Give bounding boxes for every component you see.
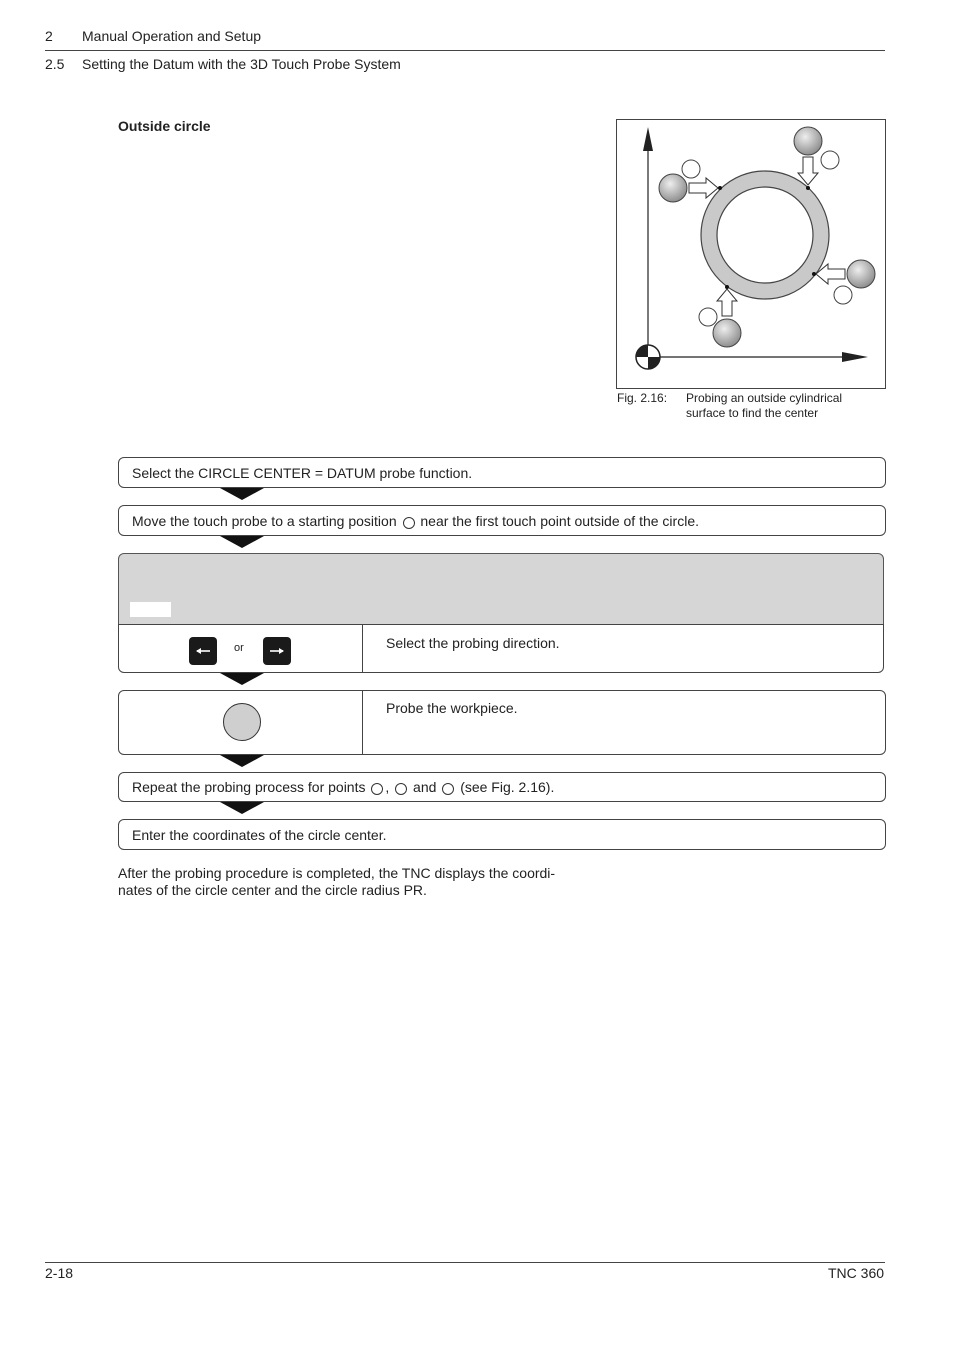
figure-label: Fig. 2.16: <box>617 391 668 405</box>
result-paragraph <box>118 865 555 899</box>
point-1-icon <box>403 517 415 529</box>
arrow-right-key-icon[interactable] <box>263 637 291 665</box>
point-4-icon <box>442 783 454 795</box>
arrow-left-key-icon[interactable] <box>189 637 217 665</box>
step-move-probe-text-after: near the first touch point outside of the circle. <box>420 513 699 529</box>
header-divider <box>45 50 885 51</box>
figure-caption-line1: Probing an outside cylindrical <box>686 391 843 405</box>
screen-softkey-field <box>130 602 171 617</box>
point-2-icon <box>371 783 383 795</box>
figure-caption-line2: surface to find the center <box>686 406 819 420</box>
repeat-and: and <box>413 779 437 795</box>
section-title: Setting the Datum with the 3D Touch Probe System <box>82 56 401 72</box>
chapter-title: Manual Operation and Setup <box>82 28 262 44</box>
step-move-probe-text <box>132 513 699 529</box>
step-repeat-probing-text <box>132 779 554 795</box>
screen-display-area <box>118 553 884 626</box>
probing-figure <box>616 119 886 389</box>
step-move-probe-text-before: Move the touch probe to a starting position <box>132 513 397 529</box>
outside-circle-diagram <box>616 119 886 389</box>
result-line-1: After the probing procedure is completed, the TNC displays the coordi- <box>118 865 556 881</box>
section-heading: Outside circle <box>118 118 211 134</box>
chapter-number: 2 <box>45 28 53 44</box>
product-name: TNC 360 <box>828 1265 885 1281</box>
step-probing-direction-text: Select the probing direction. <box>386 635 560 651</box>
or-label: or <box>234 642 244 654</box>
page-number: 2-18 <box>45 1265 74 1281</box>
step-select-function <box>118 457 886 488</box>
nc-start-button-icon[interactable] <box>223 703 261 741</box>
flow-arrow-3 <box>220 673 264 685</box>
step-enter-coordinates <box>118 819 886 850</box>
result-line-2: nates of the circle center and the circle radius PR. <box>118 882 427 898</box>
step-divider <box>362 691 363 755</box>
step-repeat-probing <box>118 772 886 802</box>
step-probing-direction <box>118 624 884 673</box>
flow-arrow-2 <box>220 536 264 548</box>
step-move-probe <box>118 505 886 536</box>
repeat-comma: , <box>385 779 390 795</box>
flow-arrow-1 <box>220 488 264 500</box>
point-3-icon <box>395 783 407 795</box>
step-select-function-text: Select the CIRCLE CENTER = DATUM probe function. <box>132 465 473 481</box>
step-divider <box>362 625 363 673</box>
repeat-text-after: (see Fig. 2.16). <box>460 779 555 795</box>
flow-arrow-5 <box>220 802 264 814</box>
step-enter-coordinates-text: Enter the coordinates of the circle center. <box>132 827 387 843</box>
footer-divider <box>45 1262 885 1263</box>
flow-arrow-4 <box>220 755 264 767</box>
repeat-text-before: Repeat the probing process for points <box>132 779 366 795</box>
step-probe-workpiece <box>118 690 886 755</box>
section-number: 2.5 <box>45 56 65 72</box>
step-probe-workpiece-text: Probe the workpiece. <box>386 700 518 716</box>
